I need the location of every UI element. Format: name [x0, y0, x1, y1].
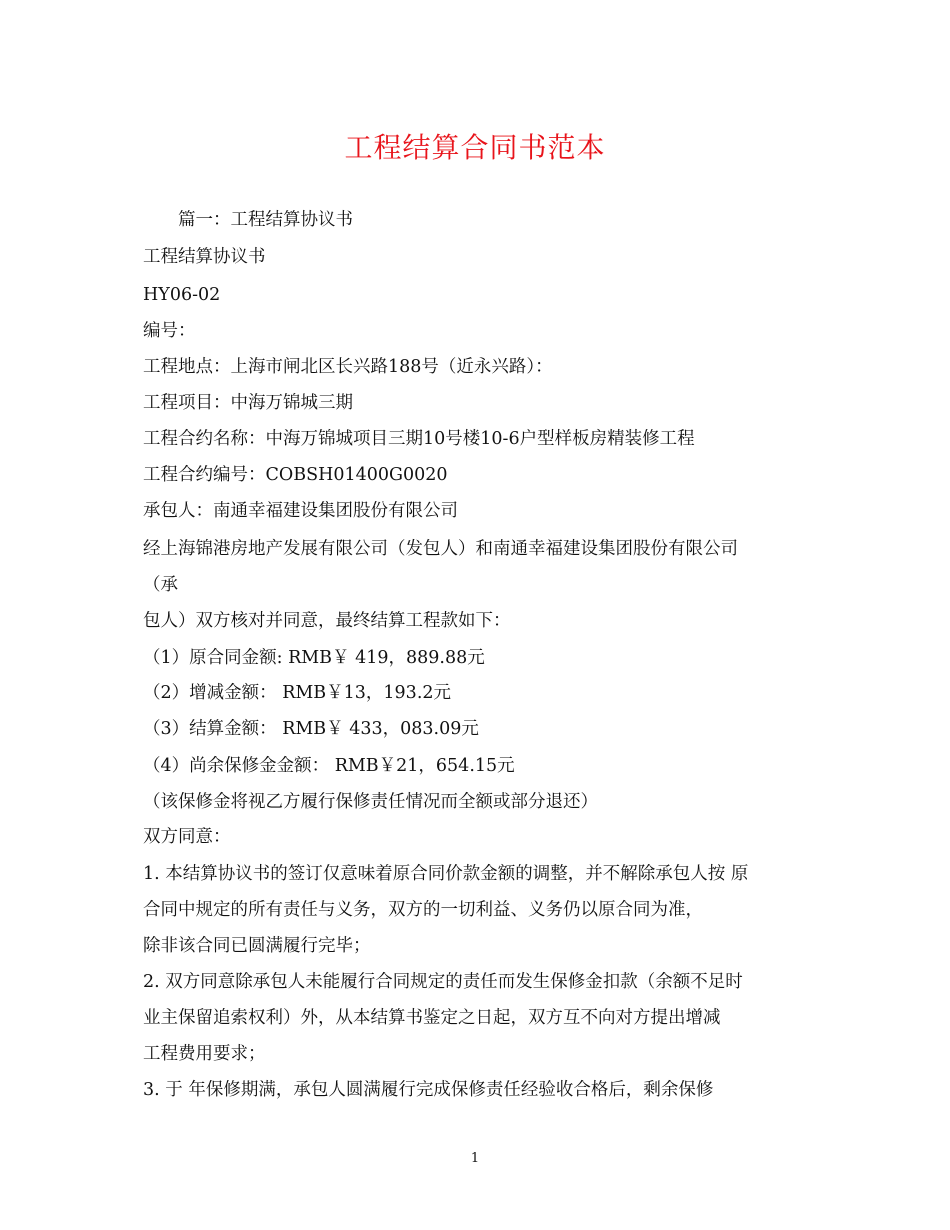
agreement-intro: 双方同意： — [143, 827, 231, 847]
clause-2: 2. 双方同意除承包人未能履行合同规定的责任而发生保修金扣款（余额不足时 — [143, 972, 743, 992]
amount-change: （2）增减金额： RMB￥13，193.2元 — [143, 683, 452, 703]
clause-2-cont: 业主保留追索权利）外，从本结算书鉴定之日起，双方互不向对方提出增减 — [143, 1008, 721, 1028]
amount-retention: （4）尚余保修金金额： RMB￥21，654.15元 — [143, 756, 515, 776]
project-location: 工程地点：上海市闸北区长兴路188号（近永兴路）： — [143, 357, 553, 377]
document-title: 工程结算合同书范本 — [344, 131, 606, 164]
doc-code: HY06-02 — [143, 285, 221, 305]
clause-1: 1. 本结算协议书的签订仅意味着原合同价款金额的调整，并不解除承包人按 原 — [143, 864, 749, 884]
page-number: 1 — [470, 1151, 480, 1166]
contractor: 承包人：南通幸福建设集团股份有限公司 — [143, 501, 458, 521]
amount-original: （1）原合同金额: RMB￥ 419，889.88元 — [143, 648, 485, 668]
amount-settlement: （3）结算金额： RMB￥ 433，083.09元 — [143, 719, 479, 739]
agreement-title: 工程结算协议书 — [143, 247, 266, 267]
contract-number: 工程合约编号：COBSH01400G0020 — [143, 465, 448, 485]
doc-number-label: 编号： — [143, 321, 196, 341]
contract-name: 工程合约名称：中海万锦城项目三期10号楼10-6户型样板房精装修工程 — [143, 429, 695, 449]
clause-1-cont: 合同中规定的所有责任与义务，双方的一切利益、义务仍以原合同为准， — [143, 900, 703, 920]
clause-2-end: 工程费用要求； — [143, 1044, 266, 1064]
parties-paragraph: 经上海锦港房地产发展有限公司（发包人）和南通幸福建设集团股份有限公司 — [143, 539, 738, 559]
project-name: 工程项目：中海万锦城三期 — [143, 393, 353, 413]
parties-paragraph-cont: （承 — [143, 575, 178, 595]
section-heading: 篇一：工程结算协议书 — [178, 210, 353, 230]
retention-note: （该保修金将视乙方履行保修责任情况而全额或部分退还） — [143, 792, 598, 812]
clause-1-end: 除非该合同已圆满履行完毕； — [143, 936, 371, 956]
clause-3: 3. 于 年保修期满，承包人圆满履行完成保修责任经验收合格后，剩余保修 — [143, 1080, 714, 1100]
parties-paragraph-end: 包人）双方核对并同意，最终结算工程款如下： — [143, 611, 511, 631]
